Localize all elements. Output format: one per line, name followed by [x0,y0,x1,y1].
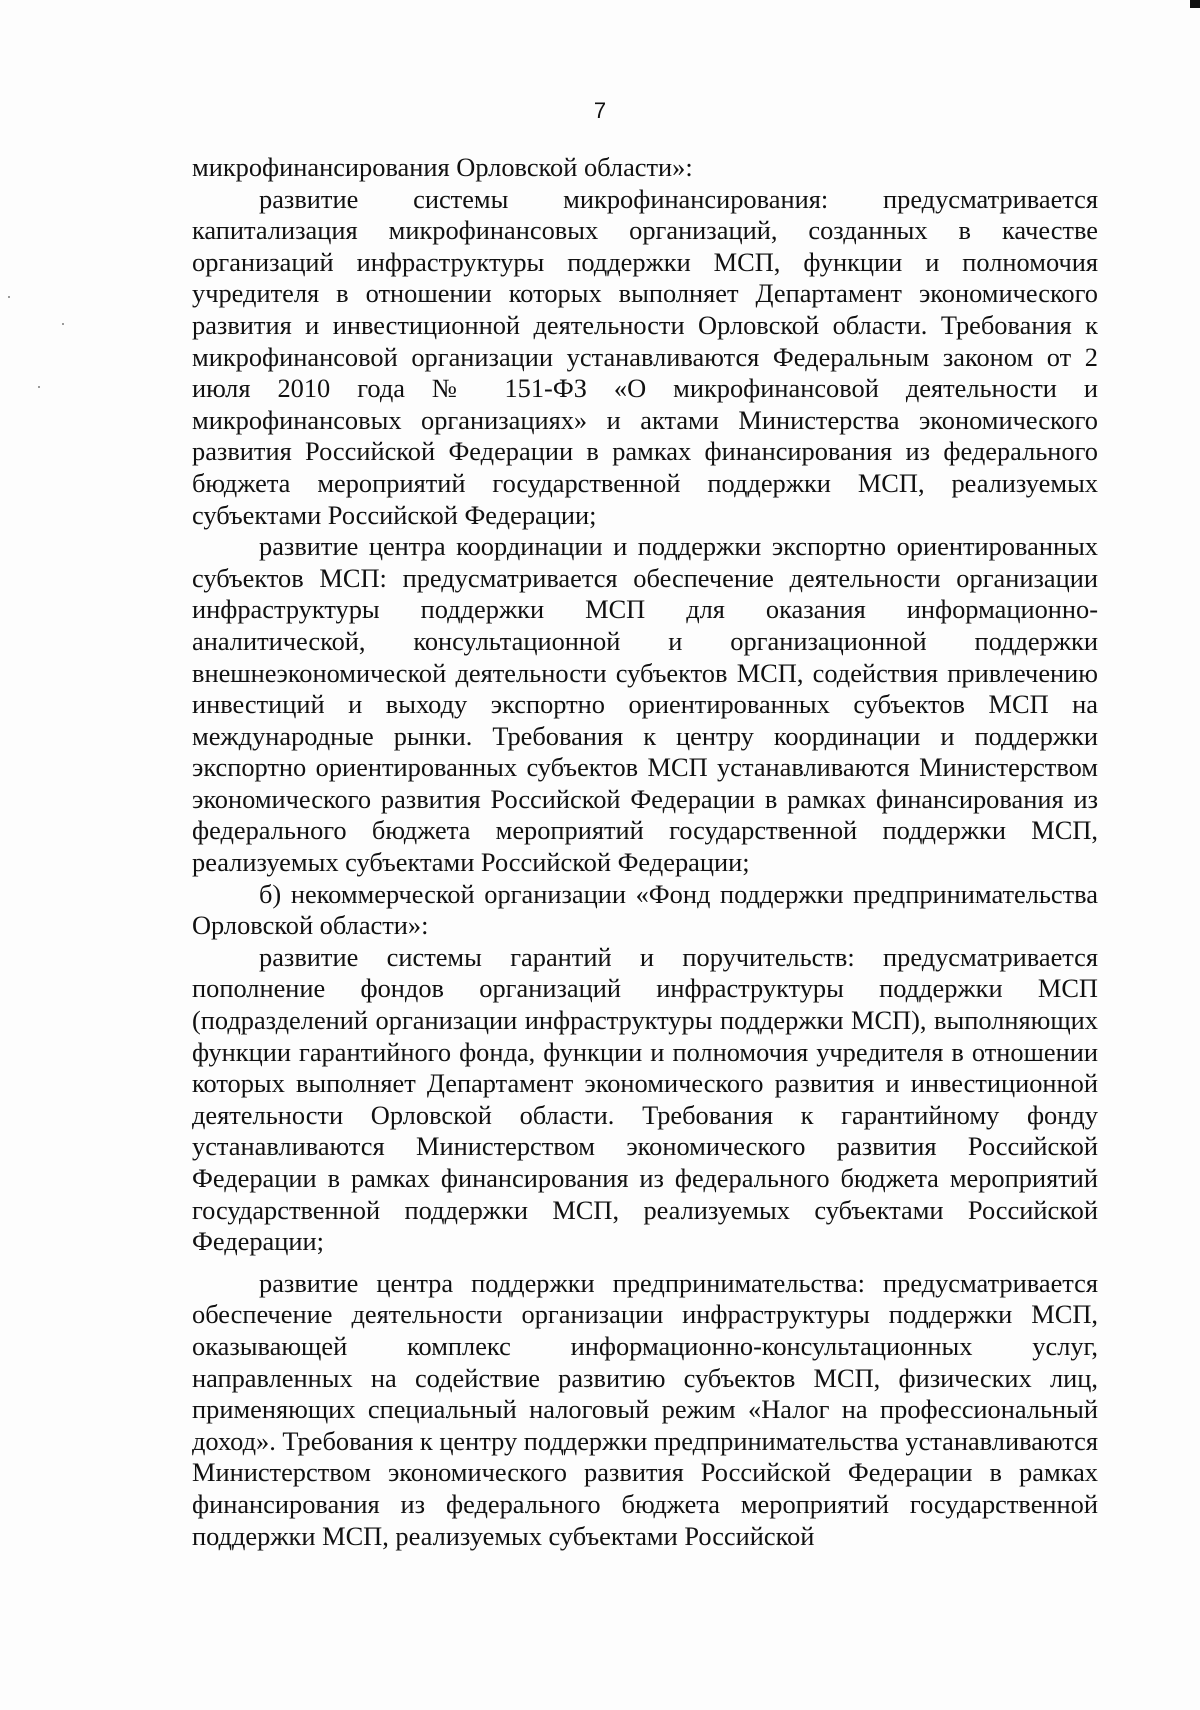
scan-speck [62,323,64,325]
paragraph: б) некоммерческой организации «Фонд поддержки предпринимательства Орловской области»: [192,878,1098,941]
scan-corner-mark [1190,0,1200,8]
scan-speck [38,386,40,388]
paragraph: развитие системы микрофинансирования: предусматривается капитализация микрофинансовых организаций, созданных в качестве организаций инфраструктуры поддержки МСП, функции и полномочия учредителя в отношении которых выполняет Департамент экономического развития и инвестиционной деятельности Орловской области. Требования к микрофинансовой организации устанавливаются Федеральным законом от 2 июля 2010 года № 151-ФЗ «О микрофинансовой деятельности и микрофинансовых организациях» и актами Министерства экономического развития Российской Федерации в рамках финансирования из федерального бюджета мероприятий государственной поддержки МСП, реализуемых субъектами Российской Федерации; [192,183,1098,530]
paragraph: развитие центра координации и поддержки экспортно ориентированных субъектов МСП: предусматривается обеспечение деятельности организации инфраструктуры поддержки МСП для оказания информационно-аналитической, консультационной и организационной поддержки внешнеэкономической деятельности субъектов МСП, содействия привлечению инвестиций и выходу экспортно ориентированных субъектов МСП на международные рынки. Требования к центру координации и поддержки экспортно ориентированных субъектов МСП устанавливаются Министерством экономического развития Российской Федерации в рамках финансирования из федерального бюджета мероприятий государственной поддержки МСП, реализуемых субъектами Российской Федерации; [192,531,1098,878]
document-body [192,152,1098,1552]
paragraph: микрофинансирования Орловской области»: [192,152,693,182]
page-number: 7 [593,98,607,123]
scan-speck [8,296,10,298]
paragraph: развитие системы гарантий и поручительств: предусматривается пополнение фондов организаций инфраструктуры поддержки МСП (подразделений организации инфраструктуры поддержки МСП), выполняющих функции гарантийного фонда, функции и полномочия учредителя в отношении которых выполняет Департамент экономического развития и инвестиционной деятельности Орловской области. Требования к гарантийному фонду устанавливаются Министерством экономического развития Российской Федерации в рамках финансирования из федерального бюджета мероприятий государственной поддержки МСП, реализуемых субъектами Российской Федерации; [192,941,1098,1257]
paragraph: развитие центра поддержки предпринимательства: предусматривается обеспечение деятельности организации инфраструктуры поддержки МСП, оказывающей комплекс информационно-консультационных услуг, направленных на содействие развитию субъектов МСП, физических лиц, применяющих специальный налоговый режим «Налог на профессиональный доход». Требования к центру поддержки предпринимательства устанавливаются Министерством экономического развития Российской Федерации в рамках финансирования из федерального бюджета мероприятий государственной поддержки МСП, реализуемых субъектами Российской [192,1267,1098,1551]
